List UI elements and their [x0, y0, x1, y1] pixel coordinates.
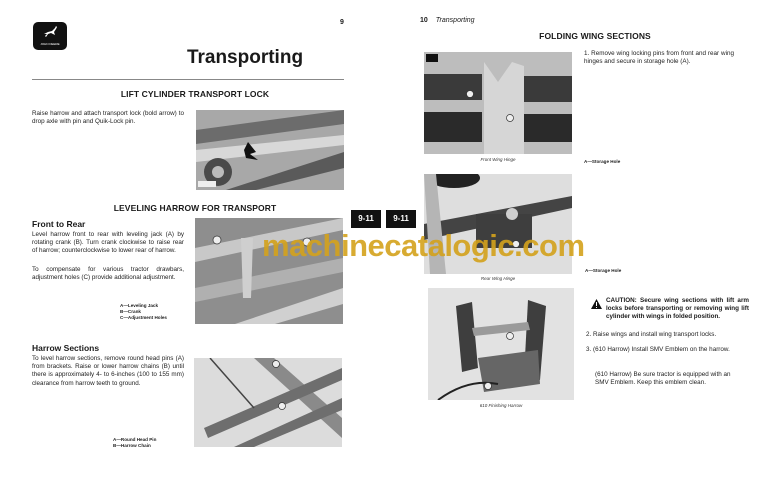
leaping-deer-icon: [42, 25, 58, 39]
smv-note: (610 Harrow) Be sure tractor is equipped with an SMV Emblem. Keep this emblem clean.: [595, 371, 731, 386]
step-3: 3. (610 Harrow) Install SMV Emblem on the harrow.: [586, 346, 730, 353]
step-2: 2. Raise wings and install wing transport locks.: [586, 331, 717, 338]
running-header: [420, 17, 475, 24]
page-number-left: 9: [340, 19, 344, 26]
section-heading-leveling-harrow: LEVELING HARROW FOR TRANSPORT: [113, 203, 277, 213]
logo-brand-text: JOHN DEERE: [40, 42, 60, 46]
john-deere-logo: [33, 22, 67, 50]
legend-front-wing-hinge: A—Storage Hole: [584, 159, 621, 164]
warning-triangle-icon: [591, 299, 602, 309]
page-title: Transporting: [186, 47, 304, 68]
section-heading-lift-cylinder: LIFT CYLINDER TRANSPORT LOCK: [120, 89, 270, 99]
running-head-title: Transporting: [435, 17, 475, 24]
caption-front-wing-hinge: Front Wing Hinge: [480, 157, 516, 162]
legend-harrow-sections: [113, 437, 156, 449]
section-tab-left[interactable]: 9-11: [351, 210, 381, 228]
text-front-to-rear: Level harrow front to rear with leveling jack (A) by rotating crank (B). Turn crank clockwise to raise rear of harrow; counterclockwise to lower rear of harrow.: [32, 231, 184, 255]
caution-block: [591, 297, 749, 321]
photo-front-wing-hinge: [424, 52, 572, 154]
photo-transport-lock: [196, 110, 344, 190]
legend-rear-wing-hinge: A—Storage Hole: [585, 268, 622, 273]
subheading-harrow-sections: Harrow Sections: [32, 343, 100, 353]
caution-text: CAUTION: Secure wing sections with lift arm locks before transporting or removing wing lift cylinder with wings in folded position.: [606, 297, 749, 320]
section-heading-folding-wing: FOLDING WING SECTIONS: [539, 31, 651, 41]
legend-item: A—Round Head Pin: [113, 437, 157, 442]
watermark: machinecatalogic.com: [262, 228, 585, 263]
text-harrow-sections: To level harrow sections, remove round head pins (A) from brackets. Raise or lower harrow chains (B) until there is approximately 4- to 6-inches (100 to 155 mm) clearance from harrow teeth to ground.: [32, 355, 184, 387]
text-adjustment-holes: To compensate for various tractor drawbars, adjustment holes (C) provide additional adjustment.: [32, 266, 184, 282]
caption-rear-wing-hinge: Rear Wing Hinge: [480, 276, 516, 281]
section-text-lift-cylinder: Raise harrow and attach transport lock (bold arrow) to drop axle with pin and Quik-Lock pin.: [32, 110, 184, 126]
photo-610-finishing-harrow: [428, 288, 574, 400]
step-1: 1. Remove wing locking pins from front and rear wing hinges and secure in storage hole (A).: [584, 50, 734, 65]
legend-item: C—Adjustment Holes: [120, 315, 167, 320]
photo-harrow-sections: [194, 358, 342, 447]
subheading-front-to-rear: Front to Rear: [32, 219, 86, 229]
page-number-right: 10: [420, 17, 428, 24]
caption-610-finishing-harrow: 610 Finishing Harrow: [479, 403, 523, 408]
section-tab-right[interactable]: 9-11: [386, 210, 416, 228]
title-divider: [32, 79, 344, 80]
legend-item: B—Harrow Chain: [113, 443, 151, 448]
legend-front-to-rear: [120, 303, 167, 321]
legend-item: B—Crank: [120, 309, 141, 314]
legend-item: A—Leveling Jack: [120, 303, 159, 308]
